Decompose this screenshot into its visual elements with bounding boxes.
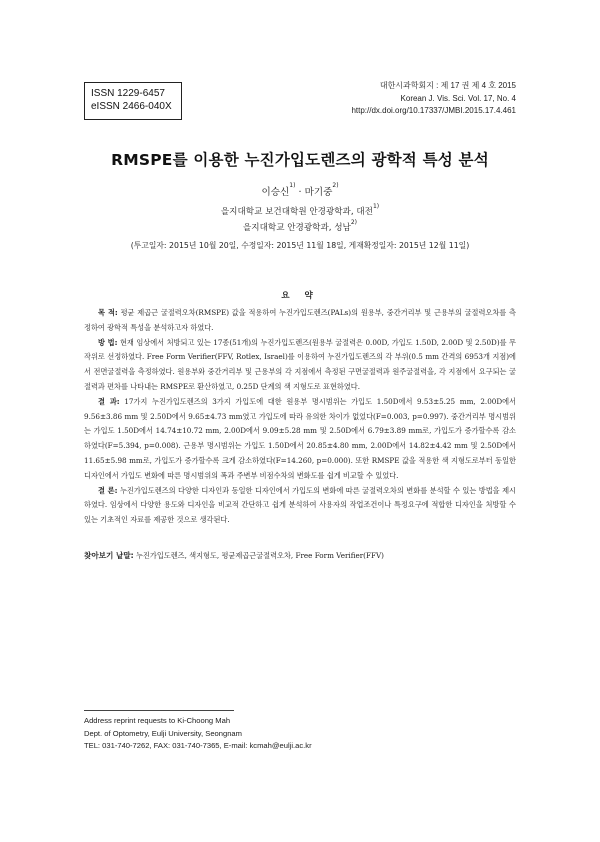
section-text: 누진가입도렌즈의 다양한 디자인과 동일한 디자인에서 가입도의 변화에 따른 굴절력오차의 변화를 분석할 수 있는 방법을 제시하였다. 임상에서 다양한 용도와 디자인을 비교적 간단하고 쉽게 분석하여 사용자의 작업조건이나 특정요구에 적합한 디자인을 처방할 수 있는 기초적인 자료를 제공한 것으로 생각된다. (84, 485, 516, 525)
abstract-heading: 요 약 (281, 291, 319, 301)
abstract-conclusion (84, 484, 516, 528)
journal-english-citation: Korean J. Vis. Sci. Vol. 17, No. 4 (400, 93, 516, 103)
issn-box (84, 82, 182, 120)
author-name: 마기중 (304, 187, 333, 198)
affiliation-text: 을지대학교 보건대학원 안경광학과, 대전 (220, 207, 373, 217)
correspondence-footnote (84, 715, 312, 753)
keywords-label: 찾아보기 낱말: (84, 551, 134, 560)
journal-citation (351, 80, 516, 118)
author-name: 이승신 (261, 187, 290, 198)
section-label: 결 론: (98, 485, 118, 495)
author-separator: · (295, 187, 305, 198)
footnote-line: TEL: 031-740-7262, FAX: 031-740-7365, E-mail: kcmah@eulji.ac.kr (84, 741, 312, 750)
journal-korean-citation: 대한시과학회지 : 제 17 권 제 4 호 2015 (379, 81, 516, 90)
abstract-results (84, 395, 516, 484)
journal-doi: http://dx.doi.org/10.17337/JMBI.2015.17.4.461 (351, 106, 516, 115)
affiliation-mark: 2) (350, 219, 357, 226)
footnote-line: Dept. of Optometry, Eulji University, Seongnam (84, 728, 242, 738)
footnote-divider (84, 710, 234, 711)
submission-dates: (투고일자: 2015년 10월 20일, 수정일자: 2015년 11월 18일, 게재확정일자: 2015년 12월 11일) (130, 241, 470, 250)
issn-print: ISSN 1229-6457 (91, 88, 165, 99)
keywords (84, 550, 516, 561)
section-label: 방 법: (98, 337, 118, 347)
issn-electronic: eISSN 2466-040X (91, 101, 172, 112)
paper-title: RMSPE를 이용한 누진가입도렌즈의 광학적 특성 분석 (111, 151, 489, 169)
section-text: 현재 임상에서 처방되고 있는 17종(51개)의 누진가입도렌즈(원용부 굴절력은 0.00D, 가입도 1.50D, 2.00D 및 2.50D)를 무작위로 선정하였다. Free Form Verifier(FFV, Rotlex, Israel)를 이용하여 누진가입도렌즈의 각 부위(0.5 mm 간격의 6953개 지점)에서 전면굴절력을 측정하였다. 원용부와 중간거리부 및 근용부의 각 지점에서 측정된 구면굴절력과 원주굴절력을, 각 지점에서 요구되는 굴절력과 편차를 나타내는 RMSPE로 환산하였고, 0.25D 단계의 색 지형도로 표현하였다. (84, 337, 516, 391)
author-line (0, 184, 600, 198)
abstract-body (84, 306, 516, 528)
author-affiliation-mark: 1) (289, 182, 296, 189)
abstract-methods (84, 336, 516, 395)
affiliation-text: 을지대학교 안경광학과, 성남 (243, 223, 351, 233)
affiliation-mark: 1) (372, 203, 380, 210)
keywords-text: 누진가입도렌즈, 색지형도, 평균제곱근굴절력오차, Free Form Verifier(FFV) (133, 551, 384, 560)
footnote-line: Address reprint requests to Ki-Choong Mah (84, 716, 231, 725)
abstract-purpose (84, 306, 516, 336)
section-label: 결 과: (98, 396, 120, 406)
affiliation (0, 205, 600, 217)
affiliation (0, 221, 600, 233)
section-label: 목 적: (98, 308, 118, 317)
author-affiliation-mark: 2) (332, 182, 339, 189)
section-text: 17가지 누진가입도렌즈의 3가지 가입도에 대한 원용부 명시범위는 가입도 1.50D에서 9.53±5.25 mm, 2.00D에서 9.56±3.86 mm 및 2.50D에서 9.65±4.73 mm였고 가입도에 따라 유의한 차이가 없었다(F=0.003, p=0.997). 중간거리부 명시범위는 가입도 1.50D에서 14.74±10.72 mm, 2.00D에서 9.09±5.28 mm 및 2.50D에서 6.79±3.89 mm로, 가입도가 증가할수록 감소하였다(F=5.394, p=0.008). 근용부 명시범위는 가입도 1.50D에서 20.85±4.80 mm, 2.00D에서 14.82±4.42 mm 및 2.50D에서 11.65±5.98 mm로, 가입도가 증가할수록 크게 감소하였다(F=14.260, p=0.000). 또한 RMSPE 값을 적용한 색 지형도로부터 동일한 디자인에서 가입도 변화에 따른 명시범위의 폭과 주변부 비점수차의 변화도를 쉽게 비교할 수 있었다. (84, 396, 516, 480)
section-text: 평균 제곱근 굴절력오차(RMSPE) 값을 적용하여 누진가입도렌즈(PALs)의 원용부, 중간거리부 및 근용부의 굴절력오차를 측정하여 광학적 특성을 분석하고자 하였다. (84, 308, 516, 332)
